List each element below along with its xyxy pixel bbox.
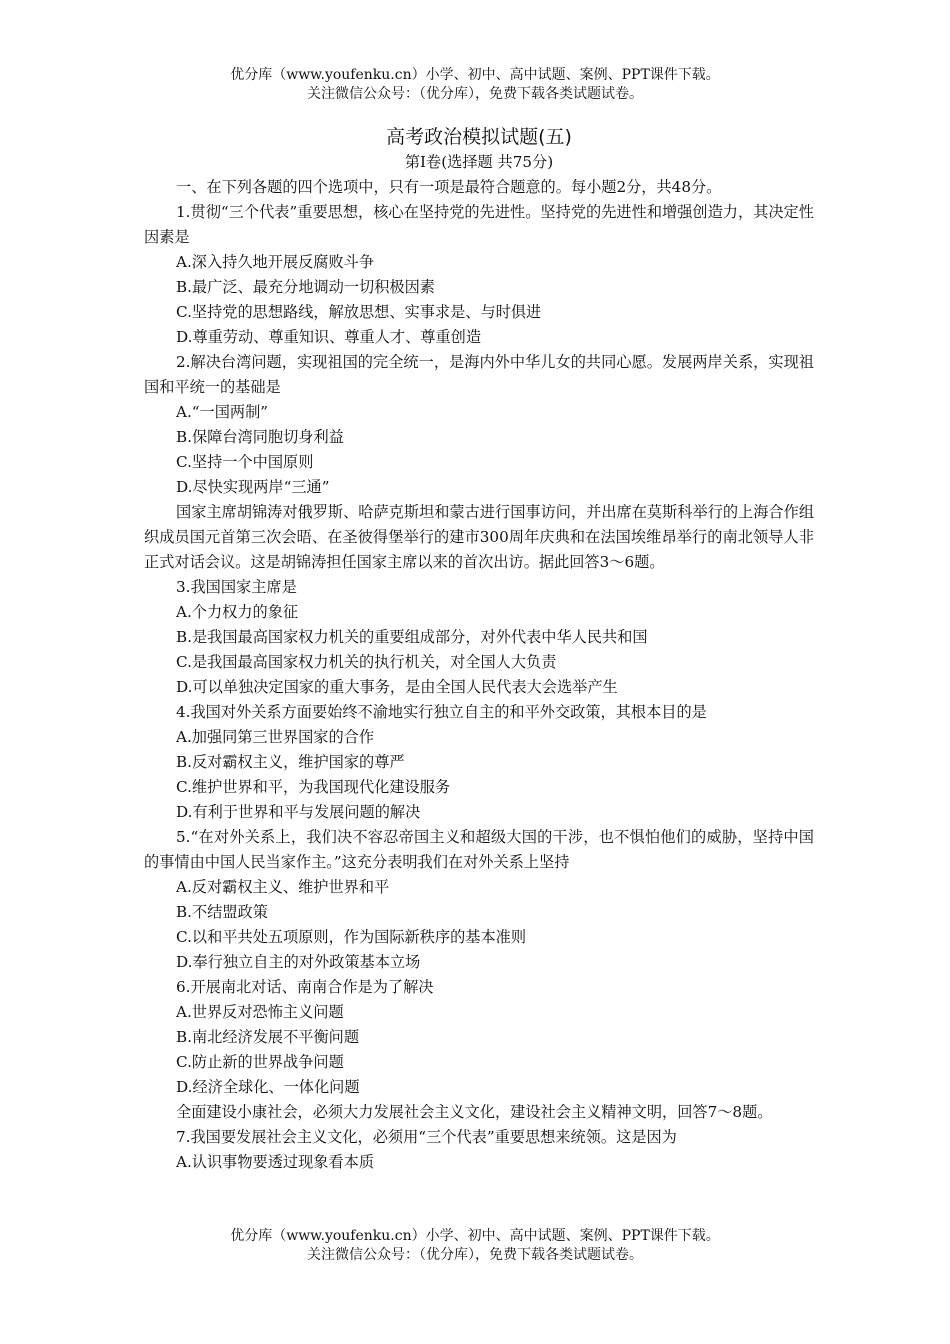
question-3-option-c: C.是我国最高国家权力机关的执行机关，对全国人大负责	[176, 653, 557, 671]
header-line-2: 关注微信公众号：（优分库），免费下载各类试题试卷。	[307, 86, 643, 102]
question-5-stem: 5.“在对外关系上，我们决不容忍帝国主义和超级大国的干涉，也不惧怕他们的威胁，坚持中国的事情由中国人民当家作主。”这充分表明我们在对外关系上坚持	[144, 828, 814, 871]
question-1-option-a: A.深入持久地开展反腐败斗争	[176, 253, 375, 271]
question-4-option-b: B.反对霸权主义，维护国家的尊严	[176, 753, 405, 771]
question-2-stem: 2.解决台湾问题，实现祖国的完全统一，是海内外中华儿女的共同心愿。发展两岸关系，实现祖国和平统一的基础是	[144, 353, 814, 396]
question-3-option-a: A.个力权力的象征	[176, 603, 299, 621]
document-body	[144, 124, 814, 1175]
section-subtitle: 第Ⅰ卷(选择题 共75分)	[404, 153, 554, 171]
question-2-option-d: D.尽快实现两岸“三通”	[176, 478, 330, 496]
question-5-option-a: A.反对霸权主义、维护世界和平	[176, 878, 390, 896]
question-1-option-b: B.最广泛、最充分地调动一切积极因素	[176, 278, 435, 296]
question-5-option-b: B.不结盟政策	[176, 903, 268, 921]
question-1-option-d: D.尊重劳动、尊重知识、尊重人才、尊重创造	[176, 328, 482, 346]
instruction: 一、在下列各题的四个选项中，只有一项是最符合题意的。每小题2分，共48分。	[176, 178, 722, 196]
header-line-1: 优分库（www.youfenku.cn）小学、初中、高中试题、案例、PPT课件下载。	[230, 67, 720, 83]
question-3-stem: 3.我国国家主席是	[176, 578, 297, 596]
question-2-option-a: A.“一国两制”	[176, 403, 269, 421]
question-7-stem: 7.我国要发展社会主义文化，必须用“三个代表”重要思想来统领。这是因为	[176, 1128, 677, 1146]
question-1-stem: 1.贯彻“三个代表”重要思想，核心在坚持党的先进性。坚持党的先进性和增强创造力，其决定性因素是	[144, 203, 814, 246]
question-2-option-b: B.保障台湾同胞切身利益	[176, 428, 344, 446]
question-4-option-d: D.有利于世界和平与发展问题的解决	[176, 803, 421, 821]
question-6-option-c: C.防止新的世界战争问题	[176, 1053, 344, 1071]
question-3-option-b: B.是我国最高国家权力机关的重要组成部分，对外代表中华人民共和国	[176, 628, 648, 646]
question-1-option-c: C.坚持党的思想路线，解放思想、实事求是、与时俱进	[176, 303, 542, 321]
question-6-option-a: A.世界反对恐怖主义问题	[176, 1003, 344, 1021]
document-title: 高考政治模拟试题(五)	[386, 126, 572, 148]
question-7-option-a: A.认识事物要透过现象看本质	[176, 1153, 375, 1171]
question-5-option-d: D.奉行独立自主的对外政策基本立场	[176, 953, 421, 971]
question-6-option-d: D.经济全球化、一体化问题	[176, 1078, 360, 1096]
page-header	[0, 66, 950, 104]
question-4-stem: 4.我国对外关系方面要始终不渝地实行独立自主的和平外交政策，其根本目的是	[176, 703, 707, 721]
material-paragraph-1: 国家主席胡锦涛对俄罗斯、哈萨克斯坦和蒙古进行国事访问，并出席在莫斯科举行的上海合作组织成员国元首第三次会晤、在圣彼得堡举行的建市300周年庆典和在法国埃维昂举行的南北领导人非正式对话会议。这是胡锦涛担任国家主席以来的首次出访。据此回答3～6题。	[144, 503, 814, 571]
footer-line-1: 优分库（www.youfenku.cn）小学、初中、高中试题、案例、PPT课件下载。	[230, 1228, 720, 1244]
question-4-option-c: C.维护世界和平，为我国现代化建设服务	[176, 778, 451, 796]
question-6-option-b: B.南北经济发展不平衡问题	[176, 1028, 360, 1046]
question-5-option-c: C.以和平共处五项原则，作为国际新秩序的基本准则	[176, 928, 527, 946]
question-2-option-c: C.坚持一个中国原则	[176, 453, 314, 471]
page-footer	[0, 1227, 950, 1265]
footer-line-2: 关注微信公众号：（优分库），免费下载各类试题试卷。	[307, 1247, 643, 1263]
question-6-stem: 6.开展南北对话、南南合作是为了解决	[176, 978, 434, 996]
material-paragraph-2: 全面建设小康社会，必须大力发展社会主义文化，建设社会主义精神文明，回答7～8题。	[176, 1103, 773, 1121]
question-4-option-a: A.加强同第三世界国家的合作	[176, 728, 375, 746]
question-3-option-d: D.可以单独决定国家的重大事务，是由全国人民代表大会选举产生	[176, 678, 618, 696]
